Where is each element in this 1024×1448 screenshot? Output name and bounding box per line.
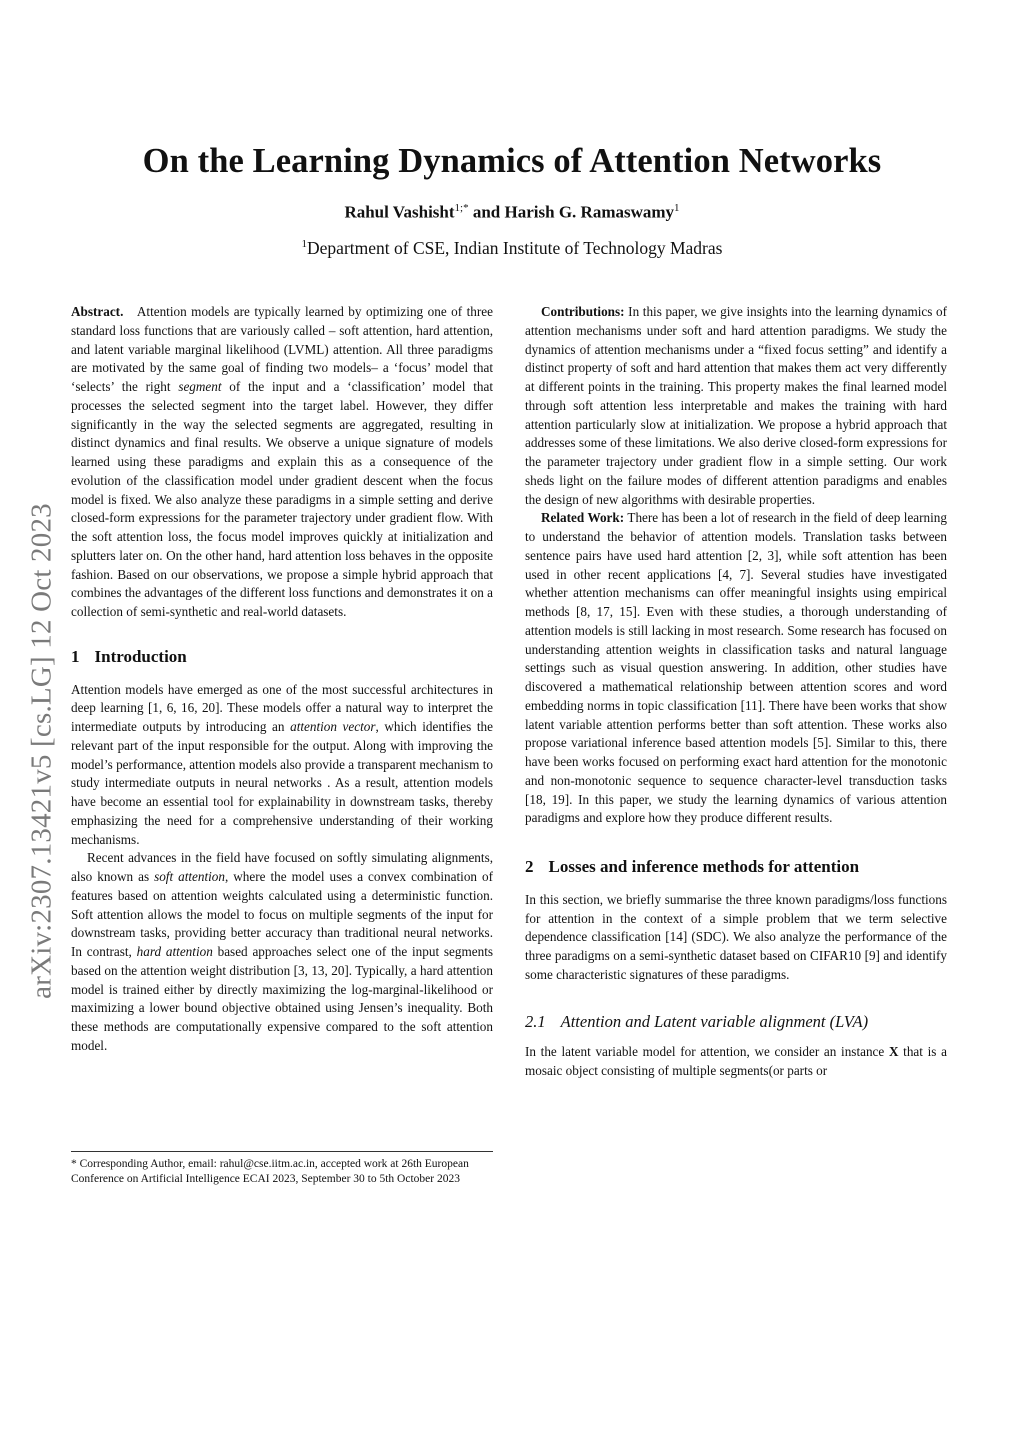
intro-p2-em2: hard attention: [136, 944, 213, 959]
intro-paragraph-2: [71, 849, 493, 1055]
arxiv-side-label: [12, 451, 72, 1051]
abstract-em: segment: [178, 379, 222, 394]
left-column: [71, 303, 493, 1056]
author-2-sup: 1: [674, 202, 680, 214]
related-work-text: There has been a lot of research in the field of deep learning to understand the behavior of attention models. Translation tasks between sentence pairs have used hard attention [2, 3], while soft attention has been used in other recent applications [4, 7]. Several studies have investigated whether attention mechanisms can offer meaningful insights using empirical methods [8, 17, 15]. Even with these studies, a thorough understanding of attention models is still lacking in most research. Some research has focused on understanding attention weights in classification tasks and natural language settings such as visual question answering. In addition, other studies have discovered a mathematical relationship between attention scores and word embedding norms in topic classification [11]. There have been works that show latent variable attention performs better than soft attention. These works also propose variational inference based attention models [5]. Similar to this, there have been works focused on performing exact hard attention for the monotonic and non-monotonic sequence to sequence character-level transduction tasks [18, 19]. In this paper, we study the learning dynamics of various attention paradigms and explore how they produce different results.: [525, 510, 947, 826]
author-line: [0, 202, 1024, 223]
intro-p2-b: , where the model uses a convex combination of features based on attention weights calculated using a deterministic function. Soft attention allows the model to focus on multiple segments of the input for downstream tasks, providing better accuracy than traditional neural networks. In contrast,: [71, 869, 493, 959]
contributions-text: In this paper, we give insights into the learning dynamics of attention mechanisms under soft and hard attention paradigms. We study the dynamics of attention mechanisms under a “fixed focus setting” and identify a distinct property of soft and hard attention that makes them act very differently at different points in the training. This property makes the final learned model through soft attention less interpretable and makes the training with hard attention particularly slow at initialization. We propose a hybrid approach that addresses some of these limitations. We also derive closed-form expressions for the parameter trajectory under gradient flow in a simple setting. Our work sheds light on the failure modes of different attention paradigms and enables the design of new algorithms with desirable properties.: [525, 304, 947, 507]
related-work-label: Related Work:: [541, 510, 625, 526]
section-2-1-paragraph: [525, 1043, 947, 1081]
paper-title: On the Learning Dynamics of Attention Networks: [142, 142, 882, 180]
contributions-label: Contributions:: [541, 304, 625, 319]
footnote-rule: [71, 1151, 493, 1152]
abstract-label: Abstract.: [71, 304, 124, 319]
right-column: [525, 303, 947, 1081]
author-1: Rahul Vashisht: [344, 202, 455, 222]
footnote-mark: *: [71, 1158, 77, 1170]
abstract-text-a: Attention models are typically learned by optimizing one of three standard loss functions that are variously called – soft attention, hard attention, and latent variable marginal likelihood (LVML) attention. All three paradigms are motivated by the same goal of finding two models– a ‘focus’ model that ‘selects’ the right: [71, 304, 494, 394]
section-1-number: 1: [71, 646, 80, 666]
footnote: [71, 1151, 493, 1187]
affiliation-sup: 1: [301, 238, 308, 251]
intro-p1-a: Attention models have emerged as one of the most successful architectures in deep learning [1, 6, 16, 20]. These models offer a natural way to interpret the intermediate outputs by introducing an: [71, 681, 493, 734]
related-work-paragraph: [525, 509, 947, 828]
intro-p1-em: attention vector: [290, 719, 376, 734]
intro-p2-c: based approaches select one of the input segments based on the attention weight distribution [3, 13, 20]. Typically, a hard attention model is trained either by directly maximizing the log-marginal-likelihood or maximizing a lower bound objective obtained using Jensen’s inequality. Both these methods are computationally expensive compared to the soft attention model.: [71, 944, 494, 1053]
section-2-title: Losses and inference methods for attention: [548, 857, 860, 876]
affiliation-text: Department of CSE, Indian Institute of Technology Madras: [307, 238, 723, 258]
intro-p2-a: Recent advances in the field have focused on softly simulating alignments, also known as: [71, 850, 493, 884]
section-2-1-text-b: that is a mosaic object consisting of multiple segments(or parts or: [525, 1044, 947, 1078]
footnote-text: Corresponding Author, email: rahul@cse.iitm.ac.in, accepted work at 26th European Conference on Artificial Intelligence ECAI 2023, September 30 to 5th October 2023: [71, 1158, 469, 1185]
intro-paragraph-1: [71, 681, 493, 850]
intro-p1-b: , which identifies the relevant part of the input responsible for the output. Along with improving the model’s performance, attention models also provide a transparent mechanism to study intermediate outputs in neural networks . As a result, attention models have become an essential tool for explainability in downstream tasks, thereby emphasizing the need for a comprehensive understanding of their working mechanisms.: [71, 719, 493, 847]
arxiv-id: arXiv:2307.13421v5 [cs.LG] 12 Oct 2023: [25, 503, 58, 999]
section-2-heading: [525, 858, 947, 877]
section-2-number: 2: [525, 857, 534, 876]
abstract-text-b: of the input and a ‘classification’ model that processes the selected segment into the target label. However, they differ significantly in the way the selected segments are aggregated, resulting in distinct dynamics and final results. We observe a unique signature of models learned using these paradigms and explain this as a consequence of the evolution of the classification model under gradient descent when the focus model is fixed. We also analyze these paradigms in a simple setting and derive closed-form expressions for the parameter trajectory under gradient flow. With the soft attention loss, the focus model improves quickly at initialization and splutters later on. On the other hand, hard attention loss behaves in the opposite fashion. Based on our observations, we propose a simple hybrid approach that combines the advantages of the different loss functions and demonstrates it on a collection of semi-synthetic and real-world datasets.: [71, 379, 493, 619]
section-2-1-var: X: [888, 1044, 899, 1060]
abstract: [71, 303, 493, 622]
section-2-1-number: 2.1: [525, 1011, 546, 1031]
section-1-title: Introduction: [94, 646, 187, 666]
section-1-heading: [71, 648, 493, 667]
section-2-1-title: Attention and Latent variable alignment (LVA): [560, 1011, 869, 1031]
author-and: and: [468, 202, 505, 222]
author-2: Harish G. Ramaswamy: [504, 202, 675, 222]
contributions-paragraph: [525, 303, 947, 509]
affiliation: [0, 238, 1024, 259]
intro-p2-em1: soft attention: [154, 869, 225, 884]
author-1-sup: 1;*: [454, 202, 469, 214]
section-2-1-text-a: In the latent variable model for attention, we consider an instance: [525, 1044, 889, 1060]
section-2-1-heading: [525, 1013, 947, 1032]
section-2-paragraph: In this section, we briefly summarise the three known paradigms/loss functions for attention in the context of a simple problem that we term selective dependence classification [14] (SDC). We also analyze the performance of the three paradigms on a semi-synthetic dataset based on CIFAR10 [9] and identify some characteristic signatures of these paradigms.: [525, 891, 947, 982]
